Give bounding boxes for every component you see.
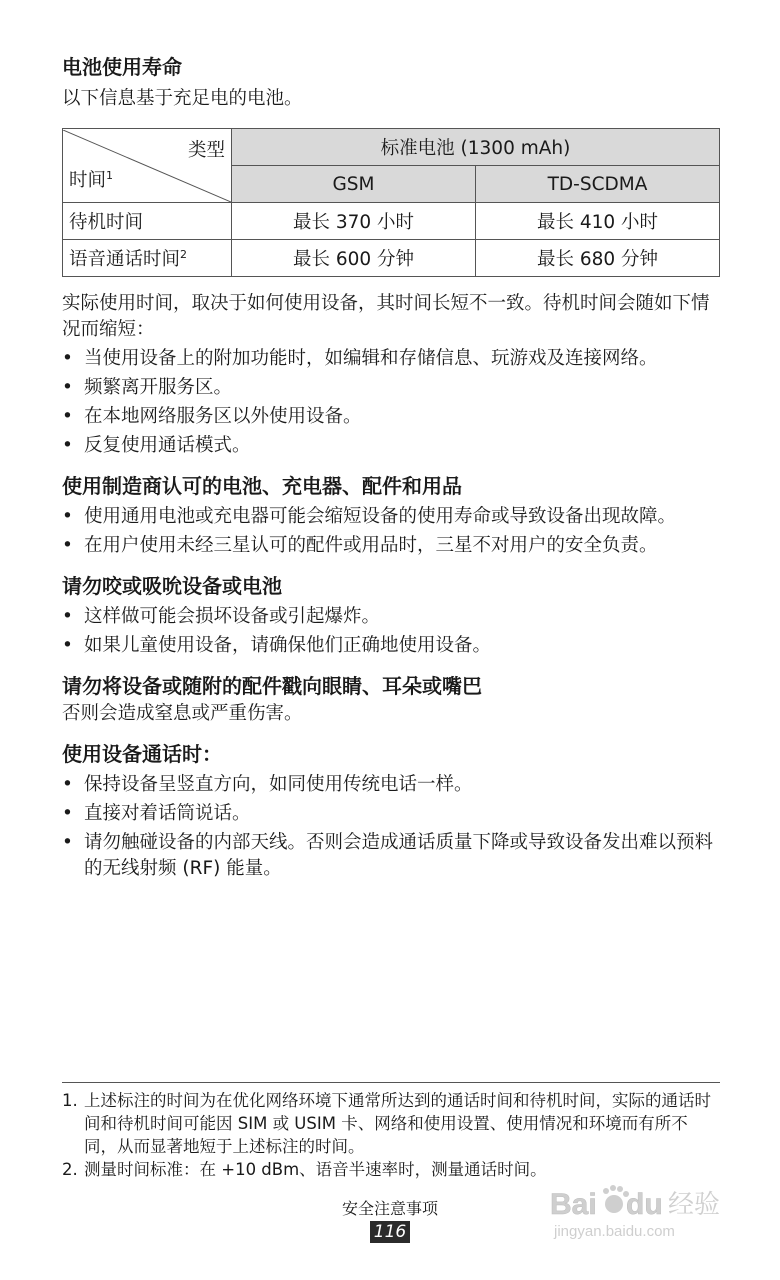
list-item: • 频繁离开服务区。 — [62, 375, 722, 401]
bite-heading: 请勿咬或吸吮设备或电池 — [62, 574, 282, 598]
row-value-tdscdma: 最长 680 分钟 — [476, 240, 720, 277]
list-item: • 当使用设备上的附加功能时，如编辑和存储信息、玩游戏及连接网络。 — [62, 346, 722, 372]
table-header-main: 标准电池 (1300 mAh) — [232, 129, 720, 166]
table-corner-cell — [63, 129, 232, 203]
calls-bullets — [62, 772, 722, 882]
corner-time-label: 时间$^1$ — [69, 168, 114, 191]
watermark-url: jingyan.baidu.com — [554, 1223, 675, 1240]
list-item: • 在用户使用未经三星认可的配件或用品时，三星不对用户的安全负责。 — [62, 533, 722, 559]
watermark-brand-tail: du — [626, 1188, 663, 1221]
battery-intro: 以下信息基于充足电的电池。 — [62, 88, 303, 109]
list-item: • 请勿触碰设备的内部天线。否则会造成通话质量下降或导致设备发出难以预料的无线射频 (RF) 能量。 — [62, 830, 722, 882]
battery-heading: 电池使用寿命 — [62, 55, 182, 79]
battery-paragraph: 实际使用时间，取决于如何使用设备，其时间长短不一致。待机时间会随如下情况而缩短： — [62, 293, 710, 340]
corner-type-label: 类型 — [187, 139, 225, 161]
list-item: • 使用通用电池或充电器可能会缩短设备的使用寿命或导致设备出现故障。 — [62, 504, 722, 530]
battery-bullets — [62, 346, 722, 459]
watermark-brand: Bai — [550, 1188, 597, 1221]
accessories-heading: 使用制造商认可的电池、充电器、配件和用品 — [62, 474, 462, 498]
list-item: • 在本地网络服务区以外使用设备。 — [62, 404, 722, 430]
list-item: • 这样做可能会损坏设备或引起爆炸。 — [62, 604, 722, 630]
page-number: 116 — [370, 1221, 410, 1243]
bite-bullets — [62, 604, 722, 659]
row-value-tdscdma: 最长 410 小时 — [476, 203, 720, 240]
footer-section-title: 安全注意事项 — [341, 1199, 438, 1218]
poke-heading: 请勿将设备或随附的配件戳向眼睛、耳朵或嘴巴 — [62, 674, 482, 698]
row-label: 待机时间 — [63, 203, 232, 240]
list-item: • 直接对着话筒说话。 — [62, 801, 722, 827]
footnote: 1. 上述标注的时间为在优化网络环境下通常所达到的通话时间和待机时间，实际的通话时间和待机时间可能因 SIM 或 USIM 卡、网络和使用设置、使用情况和环境而有所不同，从而显著地短于上述标注的时间。 — [62, 1091, 711, 1156]
watermark-label: 经验 — [668, 1190, 721, 1220]
table-row — [63, 240, 720, 277]
table-header-tdscdma: TD-SCDMA — [476, 166, 720, 203]
calls-heading: 使用设备通话时： — [62, 742, 222, 766]
footnote: 2. 测量时间标准：在 +10 dBm、语音半速率时，测量通话时间。 — [62, 1160, 547, 1179]
accessories-bullets — [62, 504, 722, 559]
page-content — [62, 52, 722, 882]
table-header-gsm: GSM — [232, 166, 476, 203]
row-label: 语音通话时间$^2$ — [63, 240, 232, 277]
baidu-watermark-logo — [550, 1180, 730, 1242]
list-item: • 保持设备呈竖直方向，如同使用传统电话一样。 — [62, 772, 722, 798]
footnotes — [62, 1082, 720, 1181]
row-value-gsm: 最长 600 分钟 — [232, 240, 476, 277]
table-row — [63, 203, 720, 240]
poke-paragraph: 否则会造成窒息或严重伤害。 — [62, 703, 303, 724]
list-item: • 反复使用通话模式。 — [62, 433, 722, 459]
row-value-gsm: 最长 370 小时 — [232, 203, 476, 240]
list-item: • 如果儿童使用设备，请确保他们正确地使用设备。 — [62, 633, 722, 659]
battery-table — [62, 128, 720, 277]
